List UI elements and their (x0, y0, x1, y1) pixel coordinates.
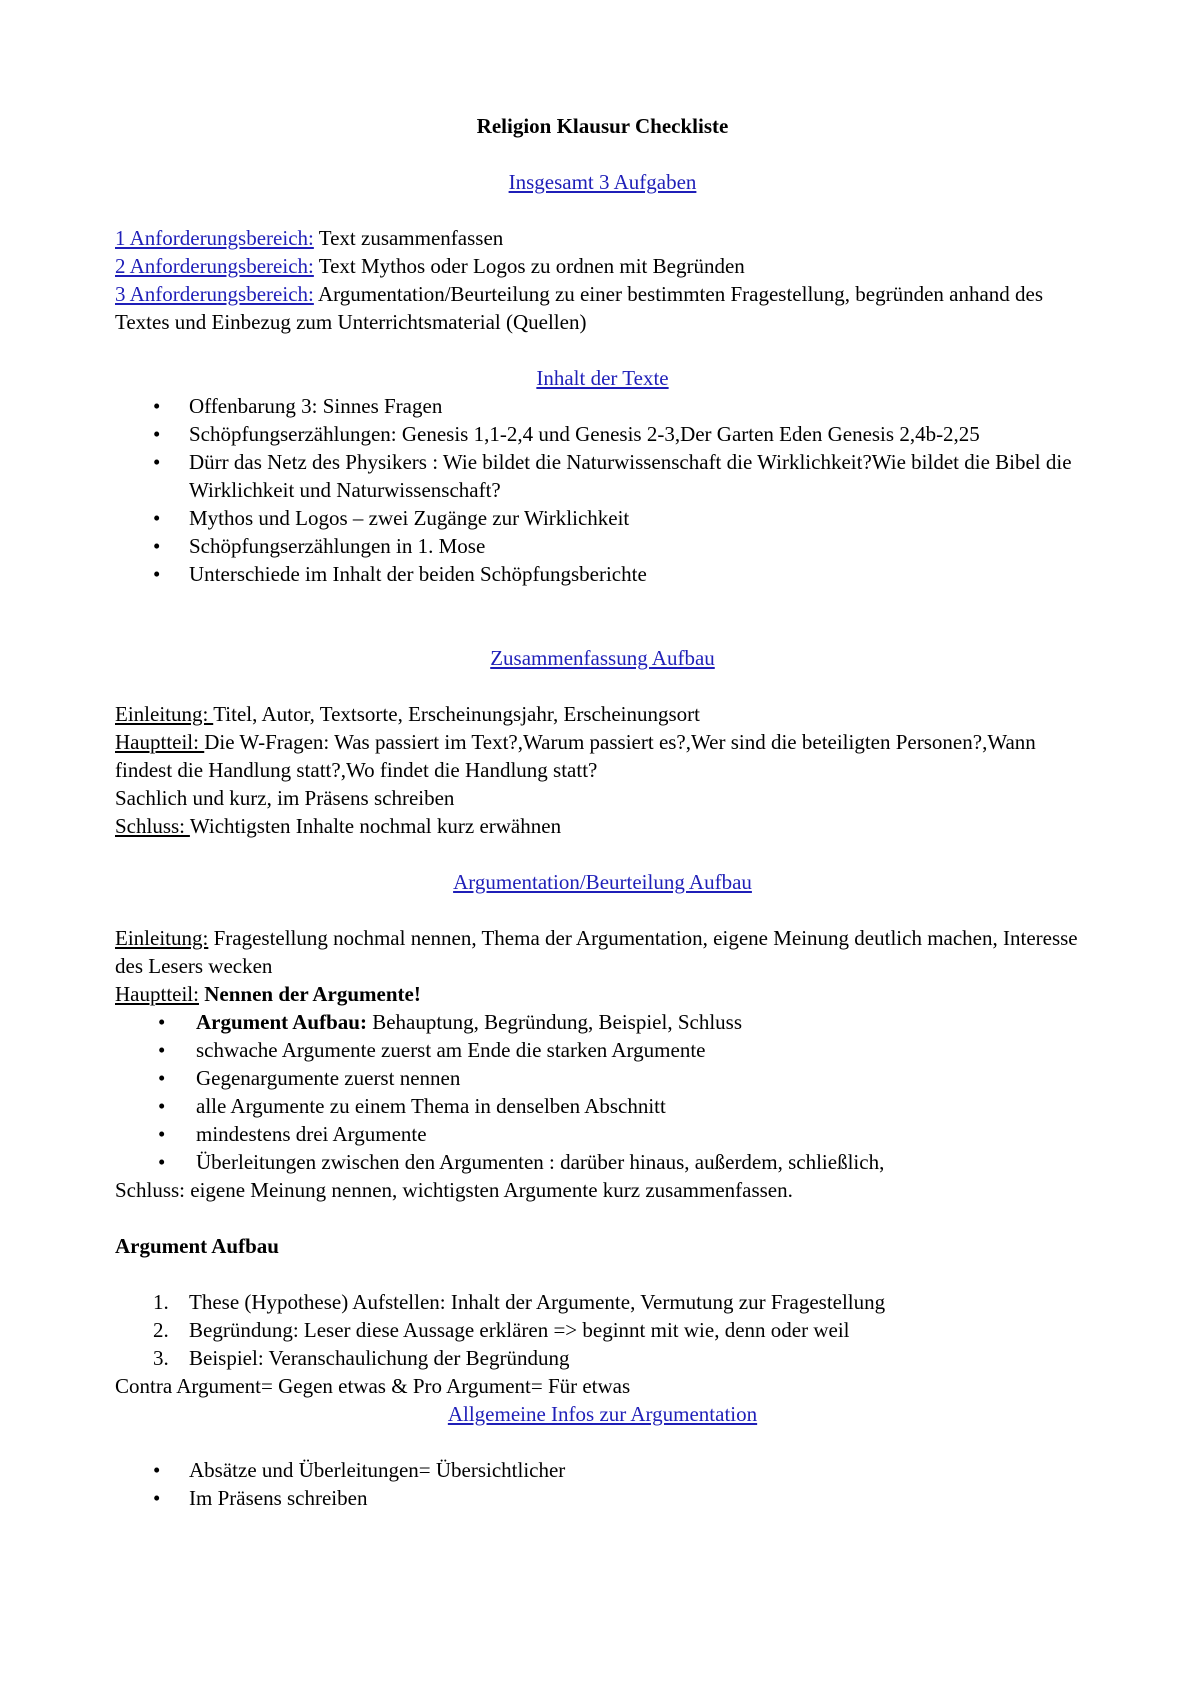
argument-heading: Argument Aufbau (115, 1234, 279, 1258)
argumentation-intro-label: Einleitung: (115, 926, 209, 950)
argumentation-heading[interactable] (115, 868, 1090, 896)
argumentation-list (115, 1008, 1090, 1176)
argumentation-intro (115, 924, 1090, 980)
summary-heading-link[interactable]: Zusammenfassung Aufbau (490, 646, 715, 670)
list-item: • Absätze und Überleitungen= Übersichtlicher (115, 1456, 1090, 1484)
step-text: Beispiel: Veranschaulichung der Begründung (189, 1346, 570, 1370)
argument-steps (115, 1288, 1090, 1372)
step-text: These (Hypothese) Aufstellen: Inhalt der Argumente, Vermutung zur Fragestellung (189, 1290, 886, 1314)
content-heading[interactable] (115, 364, 1090, 392)
summary-intro-label: Einleitung: (115, 702, 214, 726)
list-item: • mindestens drei Argumente (115, 1120, 1090, 1148)
task-3-label[interactable]: 3 Anforderungsbereich: (115, 282, 314, 306)
list-item: • Offenbarung 3: Sinnes Fragen (115, 392, 1090, 420)
list-item: • schwache Argumente zuerst am Ende die starken Argumente (115, 1036, 1090, 1064)
list-item: • Schöpfungserzählungen in 1. Mose (115, 532, 1090, 560)
argument-note: Contra Argument= Gegen etwas & Pro Argument= Für etwas (115, 1374, 631, 1398)
general-heading[interactable] (115, 1400, 1090, 1428)
general-list (115, 1456, 1090, 1512)
list-item (115, 1008, 1090, 1036)
summary-end-text: Wichtigsten Inhalte nochmal kurz erwähnen (189, 814, 562, 838)
list-item: • Schöpfungserzählungen: Genesis 1,1-2,4 und Genesis 2-3,Der Garten Eden Genesis 2,4b-2,25 (115, 420, 1090, 448)
step-number: 3. (153, 1346, 169, 1370)
summary-end-label: Schluss: (115, 814, 190, 838)
summary-style-note: Sachlich und kurz, im Präsens schreiben (115, 786, 455, 810)
summary-end (115, 812, 1090, 840)
step-number: 1. (153, 1290, 169, 1314)
argument-structure-text: Behauptung, Begründung, Beispiel, Schluss (366, 1010, 742, 1034)
summary-main-text: Die W-Fragen: Was passiert im Text?,Warum passiert es?,Wer sind die beteiligten Personen?,Wann findest die Handlung statt?,Wo findet die Handlung statt? (115, 730, 1036, 782)
argumentation-main-label: Hauptteil: (115, 982, 199, 1006)
tasks-heading[interactable] (115, 168, 1090, 196)
list-item: • Unterschiede im Inhalt der beiden Schöpfungsberichte (115, 560, 1090, 588)
argumentation-main-text: Nennen der Argumente! (198, 982, 421, 1006)
task-1-text: Text zusammenfassen (313, 226, 504, 250)
list-item: • Dürr das Netz des Physikers : Wie bildet die Naturwissenschaft die Wirklichkeit?Wie bildet die Bibel die Wirklichkeit und Naturwissenschaft? (115, 448, 1090, 504)
document-page (115, 112, 1090, 1512)
summary-main-label: Hauptteil: (115, 730, 205, 754)
task-3-text: Argumentation/Beurteilung zu einer bestimmten Fragestellung, begründen anhand des Textes und Einbezug zum Unterrichtsmaterial (Quellen) (115, 282, 1044, 334)
summary-intro (115, 700, 1090, 728)
content-list (115, 392, 1090, 588)
argumentation-heading-link[interactable]: Argumentation/Beurteilung Aufbau (453, 870, 752, 894)
tasks-heading-link[interactable]: Insgesamt 3 Aufgaben (508, 170, 697, 194)
summary-main (115, 728, 1090, 784)
list-item (115, 1344, 1090, 1372)
list-item: • Überleitungen zwischen den Argumenten : darüber hinaus, außerdem, schließlich, (115, 1148, 1090, 1176)
task-line-2 (115, 252, 1090, 280)
task-2-text: Text Mythos oder Logos zu ordnen mit Begründen (313, 254, 745, 278)
content-heading-link[interactable]: Inhalt der Texte (536, 366, 669, 390)
step-text: Begründung: Leser diese Aussage erklären => beginnt mit wie, denn oder weil (189, 1318, 850, 1342)
argument-structure-label: Argument Aufbau: (196, 1010, 367, 1034)
argumentation-end: Schluss: eigene Meinung nennen, wichtigsten Argumente kurz zusammenfassen. (115, 1178, 793, 1202)
task-2-label[interactable]: 2 Anforderungsbereich: (115, 254, 314, 278)
list-item (115, 1288, 1090, 1316)
list-item: • Gegenargumente zuerst nennen (115, 1064, 1090, 1092)
list-item: • Mythos und Logos – zwei Zugänge zur Wirklichkeit (115, 504, 1090, 532)
summary-heading[interactable] (115, 644, 1090, 672)
summary-intro-text: Titel, Autor, Textsorte, Erscheinungsjahr, Erscheinungsort (213, 702, 700, 726)
list-item: • alle Argumente zu einem Thema in denselben Abschnitt (115, 1092, 1090, 1120)
list-item: • Im Präsens schreiben (115, 1484, 1090, 1512)
document-title: Religion Klausur Checkliste (476, 114, 729, 138)
general-heading-link[interactable]: Allgemeine Infos zur Argumentation (447, 1402, 758, 1426)
task-1-label[interactable]: 1 Anforderungsbereich: (115, 226, 314, 250)
task-line-1 (115, 224, 1090, 252)
step-number: 2. (153, 1318, 169, 1342)
argumentation-intro-text: Fragestellung nochmal nennen, Thema der Argumentation, eigene Meinung deutlich machen, Interesse des Lesers wecken (115, 926, 1078, 978)
task-line-3 (115, 280, 1090, 336)
argumentation-main (115, 980, 1090, 1008)
list-item (115, 1316, 1090, 1344)
